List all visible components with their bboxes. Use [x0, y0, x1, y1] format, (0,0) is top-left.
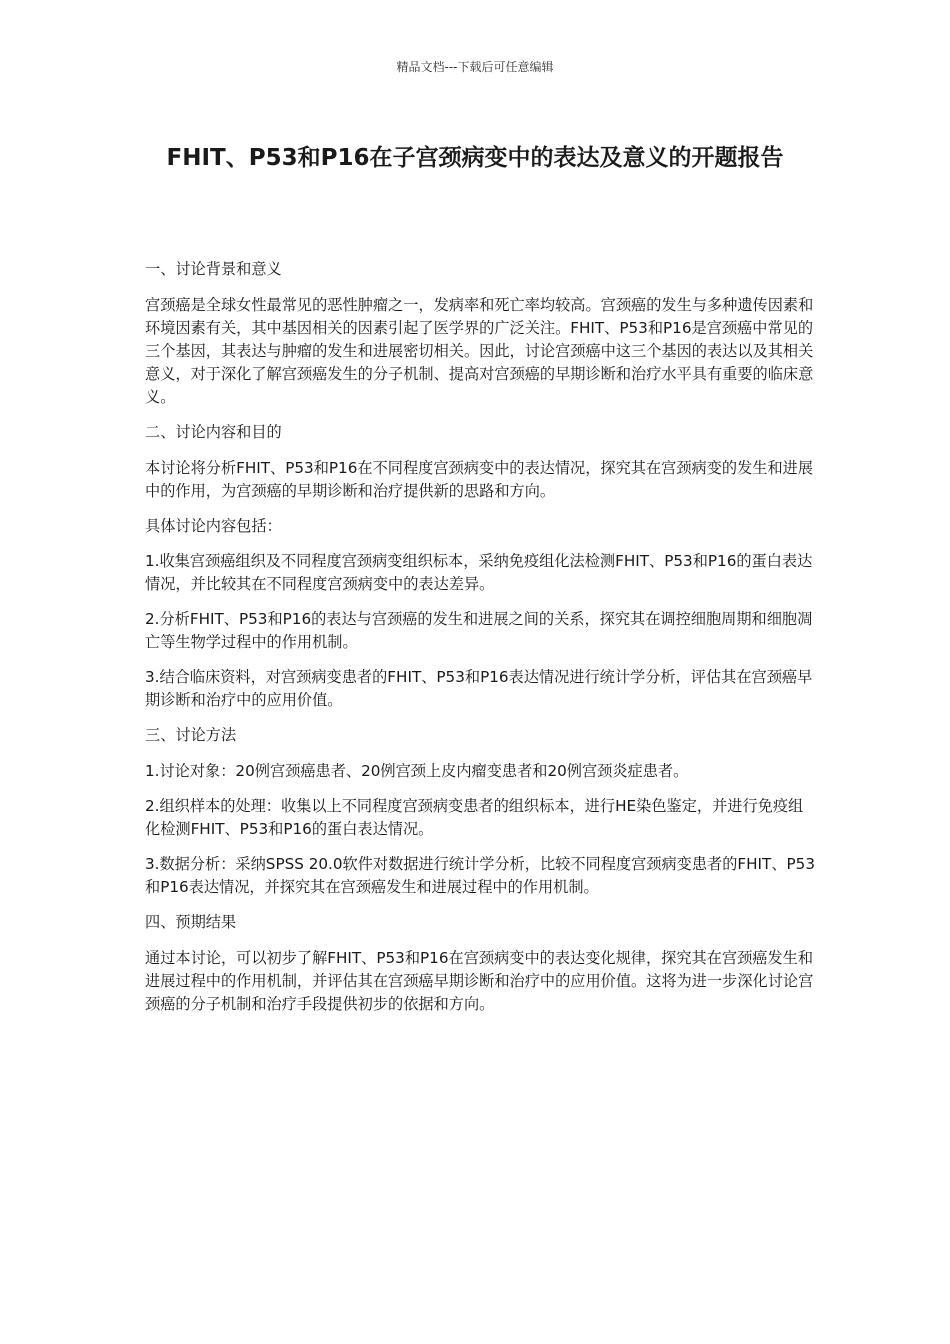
paragraph-content-list-lead: 具体讨论内容包括： — [145, 517, 282, 535]
paragraph-background: 宫颈癌是全球女性最常见的恶性肿瘤之一，发病率和死亡率均较高。宫颈癌的发生与多种遗传因素和环境因素有关，其中基因相关的因素引起了医学界的广泛关注。FHIT、P53和P16是宫颈癌中常见的三个基因，其表达与肿瘤的发生和进展密切相关。因此，讨论宫颈癌中这三个基因的表达以及其相关意义，对于深化了解宫颈癌发生的分子机制、提高对宫颈癌的早期诊断和治疗水平具有重要的临床意义。 — [145, 296, 814, 406]
paragraph-content-intro: 本讨论将分析FHIT、P53和P16在不同程度宫颈病变中的表达情况，探究其在宫颈病变的发生和进展中的作用，为宫颈癌的早期诊断和治疗提供新的思路和方向。 — [145, 459, 814, 500]
document-body — [145, 258, 815, 1028]
content-item-3: 3.结合临床资料，对宫颈病变患者的FHIT、P53和P16表达情况进行统计学分析，评估其在宫颈癌早期诊断和治疗中的应用价值。 — [145, 668, 813, 709]
document-title: FHIT、P53和P16在子宫颈病变中的表达及意义的开题报告 — [166, 145, 784, 171]
method-item-3: 3.数据分析：采纳SPSS 20.0软件对数据进行统计学分析，比较不同程度宫颈病变患者的FHIT、P53和P16表达情况，并探究其在宫颈癌发生和进展过程中的作用机制。 — [145, 855, 815, 896]
content-item-1: 1.收集宫颈癌组织及不同程度宫颈病变组织标本，采纳免疫组化法检测FHIT、P53和P16的蛋白表达情况，并比较其在不同程度宫颈病变中的表达差异。 — [145, 552, 813, 593]
method-item-1: 1.讨论对象：20例宫颈癌患者、20例宫颈上皮内瘤变患者和20例宫颈炎症患者。 — [145, 762, 689, 780]
section-heading-content: 二、讨论内容和目的 — [145, 423, 282, 441]
header-note: 精品文档---下载后可任意编辑 — [396, 60, 554, 74]
section-heading-methods: 三、讨论方法 — [145, 726, 237, 744]
method-item-2: 2.组织样本的处理：收集以上不同程度宫颈病变患者的组织标本，进行HE染色鉴定，并进行免疫组化检测FHIT、P53和P16的蛋白表达情况。 — [145, 797, 804, 838]
content-item-2: 2.分析FHIT、P53和P16的表达与宫颈癌的发生和进展之间的关系，探究其在调控细胞周期和细胞凋亡等生物学过程中的作用机制。 — [145, 610, 813, 651]
section-heading-background: 一、讨论背景和意义 — [145, 260, 282, 278]
section-heading-results: 四、预期结果 — [145, 913, 237, 931]
paragraph-results: 通过本讨论，可以初步了解FHIT、P53和P16在宫颈病变中的表达变化规律，探究其在宫颈癌发生和进展过程中的作用机制，并评估其在宫颈癌早期诊断和治疗中的应用价值。这将为进一步深化讨论宫颈癌的分子机制和治疗手段提供初步的依据和方向。 — [145, 949, 814, 1013]
